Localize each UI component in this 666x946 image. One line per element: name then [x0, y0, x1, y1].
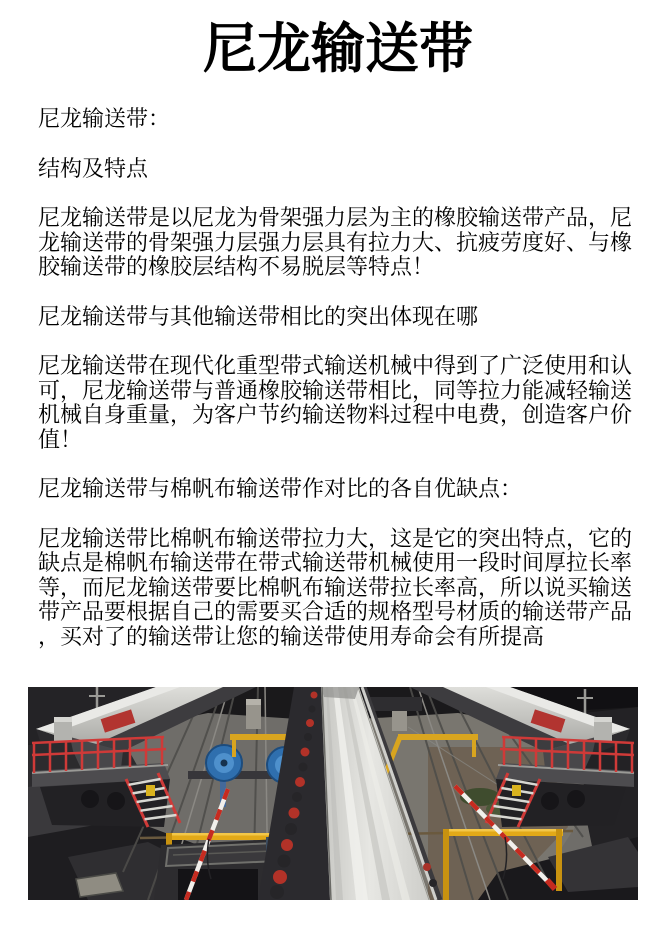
paragraph-structure-heading: 结构及特点: [38, 155, 149, 181]
conveyor-site-photo: [28, 687, 638, 900]
article: [0, 16, 666, 900]
paragraph-comparison-body: 尼龙输送带在现代化重型带式输送机械中得到了广泛使用和认可，尼龙输送带与普通橡胶输送带相比，同等拉力能减轻输送机械自身重量，为客户节约输送物料过程中电费，创造客户价值！: [38, 353, 633, 452]
conveyor-photo-illustration: [28, 687, 638, 900]
paragraph-structure-body: 尼龙输送带是以尼龙为骨架强力层为主的橡胶输送带产品，尼龙输送带的骨架强力层强力层具有拉力大、抗疲劳度好、与橡胶输送带的橡胶层结构不易脱层等特点！: [38, 205, 633, 279]
paragraph-intro-label: 尼龙输送带：: [38, 106, 171, 131]
page-title: 尼龙输送带: [203, 19, 473, 79]
paragraph-comparison-heading: 尼龙输送带与其他输送带相比的突出体现在哪: [38, 303, 479, 329]
paragraph-canvas-compare-heading: 尼龙输送带与棉帆布输送带作对比的各自优缺点：: [38, 476, 523, 501]
yellow-warning-sign: [512, 785, 521, 796]
paragraph-canvas-compare-body: 尼龙输送带比棉帆布输送带拉力大，这是它的突出特点，它的缺点是棉帆布输送带在带式输送带机械使用一段时间厚拉长率等，而尼龙输送带要比棉帆布输送带拉长率高，所以说买输送带产品要根据自己的需要买合适的规格型号材质的输送带产品，买对了的输送带让您的输送带使用寿命会有所提高: [38, 525, 633, 649]
yellow-warning-sign: [146, 785, 155, 796]
